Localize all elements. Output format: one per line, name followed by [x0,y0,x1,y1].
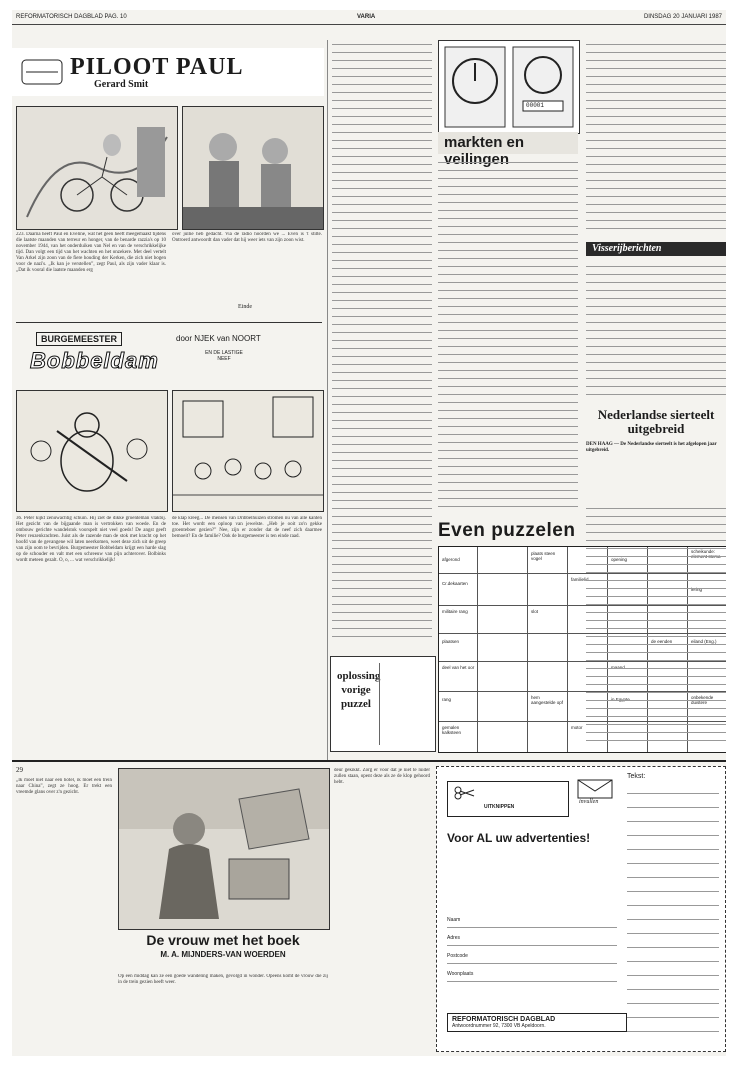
classified-title: Voor AL uw advertenties! [447,831,591,845]
bobbeldam-caption-2: de klap kreeg... De mensen van Dribbelhuizen stromen nu van alle kanten toe. Het wordt een oploop van jewelste. „Heb je ooit zo'n gekke groenteboer gezien?” Nee, zijn er zonder dat de neef zich daarmee bemoeit? En de familie? Ook de burgemeester is ten einde raad. [172,516,322,539]
grid-clue: militaire rang [442,609,468,614]
page-header [12,10,726,25]
field-label-address: Adres [447,935,461,941]
footer-address: Antwoordnummer 92, 7300 VB Apeldoorn. [452,1023,546,1029]
field-label-city: Woonplaats [447,971,474,977]
serial-text-col2: Op een middag kan ze een goede wandeling maken, gevolgd in wonder. Opeens komt de vrouw die zij in de trein gezien heeft weer. [118,974,328,985]
footer-title: REFORMATORISCH DAGBLAD [452,1016,556,1023]
markets-title: markten en veilingen [444,134,525,168]
grid-clue: familielid [571,577,589,582]
comic-illustration-icon [17,107,177,229]
bobbeldam-panel-right [172,390,324,512]
visserij-header [586,242,726,256]
address-footer [447,1013,627,1032]
grid-clue: gemalen kalksteen [442,725,462,735]
serial-page-number: 29 [16,766,23,774]
markets-title-bar [438,132,578,168]
envelope-icon [577,779,613,799]
field-label-postcode: Postcode [447,953,468,959]
comic-illustration-icon [183,107,323,229]
grid-clue: lering [691,587,703,592]
bobbeldam-logo: Bobbeldam [30,348,159,373]
bobbeldam-panel-left [16,390,168,512]
grid-clue: eiland (Eng.) [691,639,717,644]
issue-date: DINSDAG 20 JANUARI 1987 [643,14,722,20]
section-title: VARIA [357,14,376,20]
piloot-paul-end: Einde [238,304,252,310]
piloot-paul-panel-right [182,106,324,230]
piloot-paul-header [12,48,324,96]
piloot-paul-caption-1: 223. Daarna heeft Paul en Eveline, wat het geen heeft meegemaakt tijdens die laatste maanden van terreur en honger, van de benarde razzia's op 10 november 1944, van het onderduiken van Nel en van de verschrikkelijke tijd. Dan volgt een tijd van het wachten en het onzekere. Met deel vertelt Van Arkel zijn zoon van de fiere houding der Kerken, die zich niet bogen voor de nazi's. „Ik kan je verstellen”, zegt Paul, als zijn vader klaar is. „Dat ik vooral die laatste maanden erg [16,232,166,273]
markets-image [438,40,580,134]
serial-author: M. A. MIJNDERS-VAN WOERDEN [160,950,286,959]
market-text-block [586,40,726,236]
grid-clue: plaats steen vogel [531,551,556,561]
piloot-paul-author: Gerard Smit [94,79,149,90]
piloot-paul-caption-2: over jullie heb gedacht. Via de radio hoorden we ... Even is 't stilte. Ontroerd antwoordt dan vader dat hij weer iets van zijn zoon wist. [172,232,322,243]
newspaper-page [12,10,726,1056]
grid-clue: hem aangestelde opf [531,695,564,705]
serial-title: De vrouw met het boek [146,932,300,948]
grid-clue: maand [611,665,625,670]
puzzle-solution-label: oplossing vorige puzzel [337,670,381,710]
market-text-block [438,158,578,514]
article-dateline: DEN HAAG — De Nederlandse sierteelt is het afgelopen jaar uitgebreid. [586,442,717,453]
meter-illustration-icon [439,41,579,133]
puzzle-solution-grid [379,663,432,745]
bobbeldam-prefix: BURGEMEESTER [36,332,122,346]
serial-text-col1: „Ik moet niet naar een hotel, ik moet een trein naar China”, zegt ze hoog. Er trekt een vreemde glans over z'n gezicht. [16,778,112,795]
visserij-text-block [586,262,726,402]
postcode-field[interactable] [447,963,617,964]
grid-clue: Cr.dekaarten [442,581,468,586]
grid-clue: afgerond [442,557,460,562]
article-body-block [586,504,726,750]
bobbeldam-subtitle: EN DE LASTIGE NEEF [205,350,243,362]
cutout-box [447,781,569,817]
name-field[interactable] [447,927,617,928]
sierteelt-article [586,408,726,500]
grid-clue: motor [571,725,583,730]
paper-name: REFORMATORISCH DAGBLAD PAG. 10 [16,14,127,20]
field-label-name: Naam [447,917,461,923]
visserij-title: Visserijberichten [592,243,662,254]
grid-clue: slot [531,609,539,614]
bobbeldam-caption-1: 36. Peter kijkt zenuwachtig schuin. Hij ziet de dikke groenteman vlakbij. Het gezicht van de bijgaande man is vertrokken van woede. En de ombouw gerichte wandelstok voorspelt niet veel goeds! De angst geeft Peter reuzenkrachten. Juist als de razende man de stok met kracht op het hoofd van de gevangene wil laten neerkomen, weet deze zich uit de greep van zijn oom te bevrijden. Burgemeester Bobbeldam krijgt een harde slag op de schouder en valt met een schreeuw van pijn achterover. Bolbinks wordt meteen gezalt. O, o, ... wat verschrikkelijk! [16,516,166,563]
city-field[interactable] [447,981,617,982]
puzzle-title: Even puzzelen [438,520,576,541]
market-prices-lines [332,40,432,646]
woman-reading-icon [119,769,329,929]
comic-illustration-icon [17,391,167,511]
serial-illustration [118,768,330,930]
pilot-badge-icon [20,58,64,86]
text-entry-area[interactable] [627,783,719,1045]
text-label: Tekst: [627,773,646,780]
cutout-label: UITKNIPPEN [484,804,515,810]
grid-clue: plaatsen [442,639,460,644]
envelope-label: invullen [579,799,599,805]
grid-clue: in Egypte [611,697,630,702]
serial-text-col3: deur gekikkt. Zorg er voor dat je niet te luider zullen staan, opent deze als ze de klop gehoord hebt. [334,768,430,785]
serial-title-block [118,932,328,970]
piloot-paul-panel-left [16,106,178,230]
scissors-icon [454,786,476,800]
grid-clue: rang [442,697,452,702]
article-headline: Nederlandse sierteelt uitgebreid [597,407,715,436]
puzzle-solution-box [330,656,436,752]
address-field[interactable] [447,945,617,946]
meter-counter: 00001 [526,102,545,109]
grid-clue: deel van het oor [442,665,475,670]
grid-clue: opening [611,557,628,562]
envelope-box [577,779,613,805]
advertisement-coupon [436,766,726,1052]
piloot-paul-logo: PILOOT PAUL [70,54,244,80]
grid-clue: de eenden [651,639,673,644]
comic-illustration-icon [173,391,323,511]
bobbeldam-header [16,328,322,384]
bobbeldam-author: door NJEK van NOORT [176,334,261,343]
grid-clue: onbekende duistere [691,695,714,705]
contact-fields [447,917,617,1001]
grid-clue: scheikunde: element stema [691,549,721,559]
